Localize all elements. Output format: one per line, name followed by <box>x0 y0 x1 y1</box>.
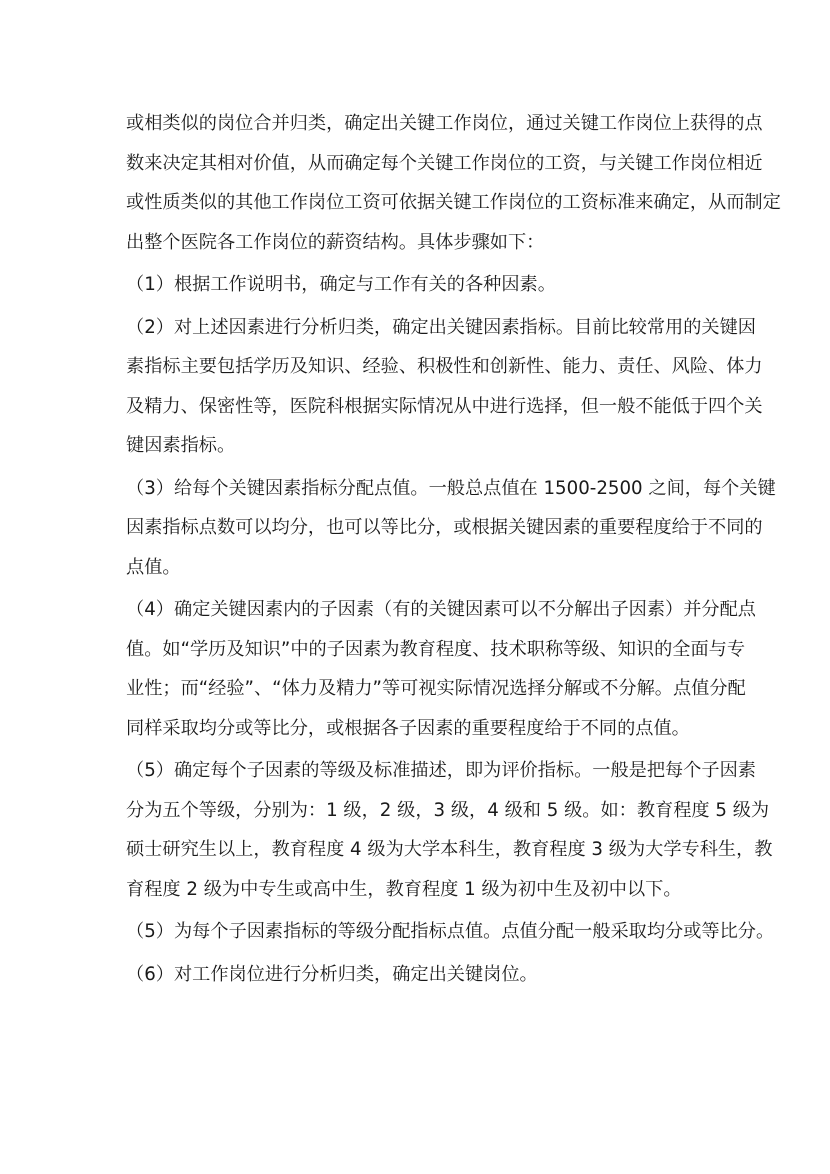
step-4-line-3: 业性；而“经验”、“体力及精力”等可视实际情况选择分解或不分解。点值分配 <box>126 678 746 699</box>
step-5-line-2: 分为五个等级，分别为：1 级，2 级，3 级，4 级和 5 级。如：教育程度 5 级为 <box>126 799 770 821</box>
step-6-line-1: （6）对工作岗位进行分析归类，确定出关键岗位。 <box>126 963 538 985</box>
step-5b-line-1: （5）为每个子因素指标的等级分配指标点值。点值分配一般采取均分或等比分。 <box>126 921 775 942</box>
step-5-line-4: 育程度 2 级为中专生或高中生，教育程度 1 级为初中生及初中以下。 <box>126 878 682 900</box>
text-line-3: 或性质类似的其他工作岗位工资可依据关键工作岗位的工资标准来确定，从而制定 <box>126 192 781 213</box>
text-line-1: 或相类似的岗位合并归类，确定出关键工作岗位，通过关键工作岗位上获得的点 <box>126 113 763 134</box>
step-5-line-1: （5）确定每个子因素的等级及标准描述，即为评价指标。一般是把每个子因素 <box>126 760 756 781</box>
step-4-line-1: （4）确定关键因素内的子因素（有的关键因素可以不分解出子因素）并分配点 <box>126 599 756 620</box>
step-3-line-2: 因素指标点数可以均分，也可以等比分，或根据关键因素的重要程度给于不同的 <box>126 517 763 538</box>
step-1-line-1: （1）根据工作说明书，确定与工作有关的各种因素。 <box>126 274 556 295</box>
step-2-line-4: 键因素指标。 <box>126 435 236 456</box>
step-2-line-3: 及精力、保密性等，医院科根据实际情况从中进行选择，但一般不能低于四个关 <box>126 395 763 417</box>
step-3-line-1: （3）给每个关键因素指标分配点值。一般总点值在 1500-2500 之间，每个关键 <box>126 477 776 499</box>
step-5-line-3: 硕士研究生以上，教育程度 4 级为大学本科生，教育程度 3 级为大学专科生，教 <box>126 839 773 860</box>
text-line-2: 数来决定其相对价值，从而确定每个关键工作岗位的工资，与关键工作岗位相近 <box>126 152 763 174</box>
step-2-line-1: （2）对上述因素进行分析归类，确定出关键因素指标。目前比较常用的关键因 <box>126 316 756 338</box>
text-line-4: 出整个医院各工作岗位的薪资结构。具体步骤如下： <box>126 231 545 253</box>
step-4-line-2: 值。如“学历及知识”中的子因素为教育程度、技术职称等级、知识的全面与专 <box>126 638 746 660</box>
step-4-line-4: 同样采取均分或等比分，或根据各子因素的重要程度给于不同的点值。 <box>126 717 690 739</box>
document-body <box>126 104 781 994</box>
step-2-line-2: 素指标主要包括学历及知识、经验、积极性和创新性、能力、责任、风险、体力 <box>126 356 763 377</box>
step-3-line-3: 点值。 <box>126 556 181 578</box>
